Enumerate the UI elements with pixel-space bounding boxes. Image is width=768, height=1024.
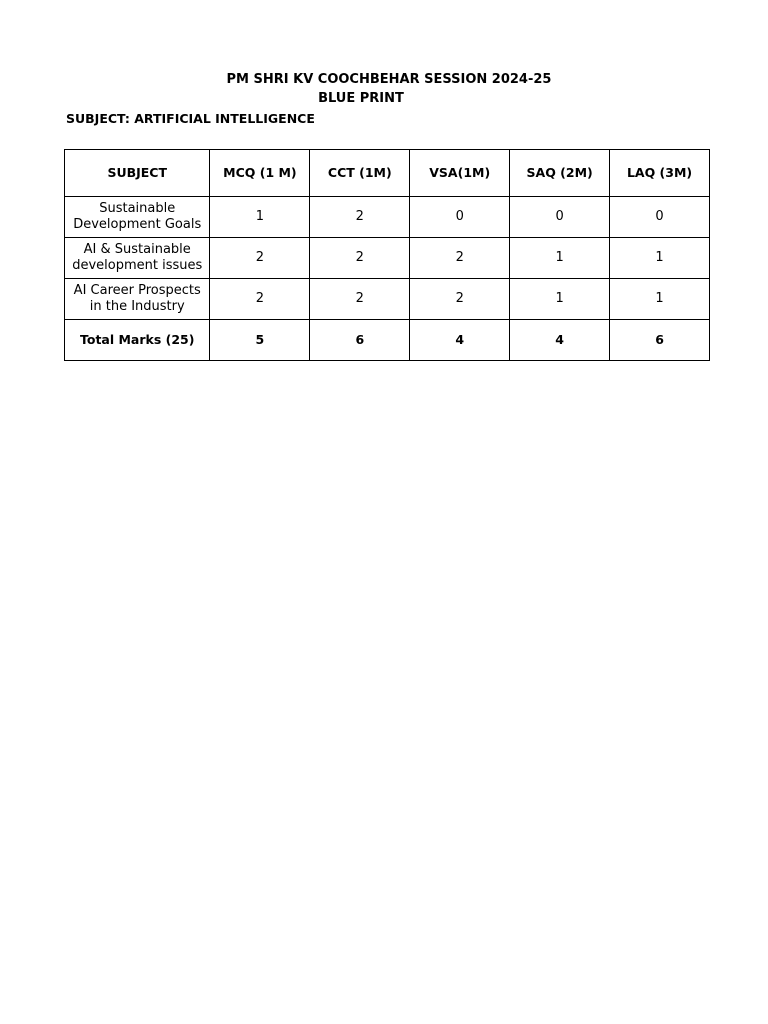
table-header-row [65,150,710,197]
subject-line: AI & Sustainable [83,242,191,257]
value-cell-saq: 0 [510,197,610,238]
value-cell-saq: 1 [510,279,610,320]
value-cell-mcq: 2 [210,279,310,320]
header-cell-cct: CCT (1M) [310,150,410,197]
subject-heading: SUBJECT: ARTIFICIAL INTELLIGENCE [66,111,315,126]
table-row [65,238,710,279]
value-cell-vsa: 2 [410,279,510,320]
subject-line: in the Industry [89,299,185,314]
total-cell-vsa: 4 [410,320,510,361]
subject-line: Development Goals [73,217,202,232]
document-subtitle: BLUE PRINT [318,91,404,106]
value-cell-mcq: 1 [210,197,310,238]
header-cell-mcq: MCQ (1 M) [210,150,310,197]
value-cell-vsa: 2 [410,238,510,279]
subject-cell [65,238,210,279]
total-row [65,320,710,361]
value-cell-vsa: 0 [410,197,510,238]
total-cell-cct: 6 [310,320,410,361]
subject-line: AI Career Prospects [73,283,201,298]
table-row [65,279,710,320]
header-cell-vsa: VSA(1M) [410,150,510,197]
value-cell-cct: 2 [310,197,410,238]
table-row [65,197,710,238]
total-cell-mcq: 5 [210,320,310,361]
value-cell-cct: 2 [310,238,410,279]
document-title: PM SHRI KV COOCHBEHAR SESSION 2024-25 [226,72,552,87]
total-label: Total Marks (25) [65,320,210,361]
value-cell-laq: 1 [610,238,710,279]
total-cell-saq: 4 [510,320,610,361]
blueprint-table [64,149,710,361]
subject-line: development issues [72,258,203,273]
value-cell-laq: 0 [610,197,710,238]
value-cell-saq: 1 [510,238,610,279]
value-cell-cct: 2 [310,279,410,320]
value-cell-mcq: 2 [210,238,310,279]
total-cell-laq: 6 [610,320,710,361]
header-cell-laq: LAQ (3M) [610,150,710,197]
subject-cell [65,279,210,320]
header-cell-subject: SUBJECT [65,150,210,197]
subject-cell [65,197,210,238]
subject-line: Sustainable [99,201,176,216]
value-cell-laq: 1 [610,279,710,320]
header-cell-saq: SAQ (2M) [510,150,610,197]
